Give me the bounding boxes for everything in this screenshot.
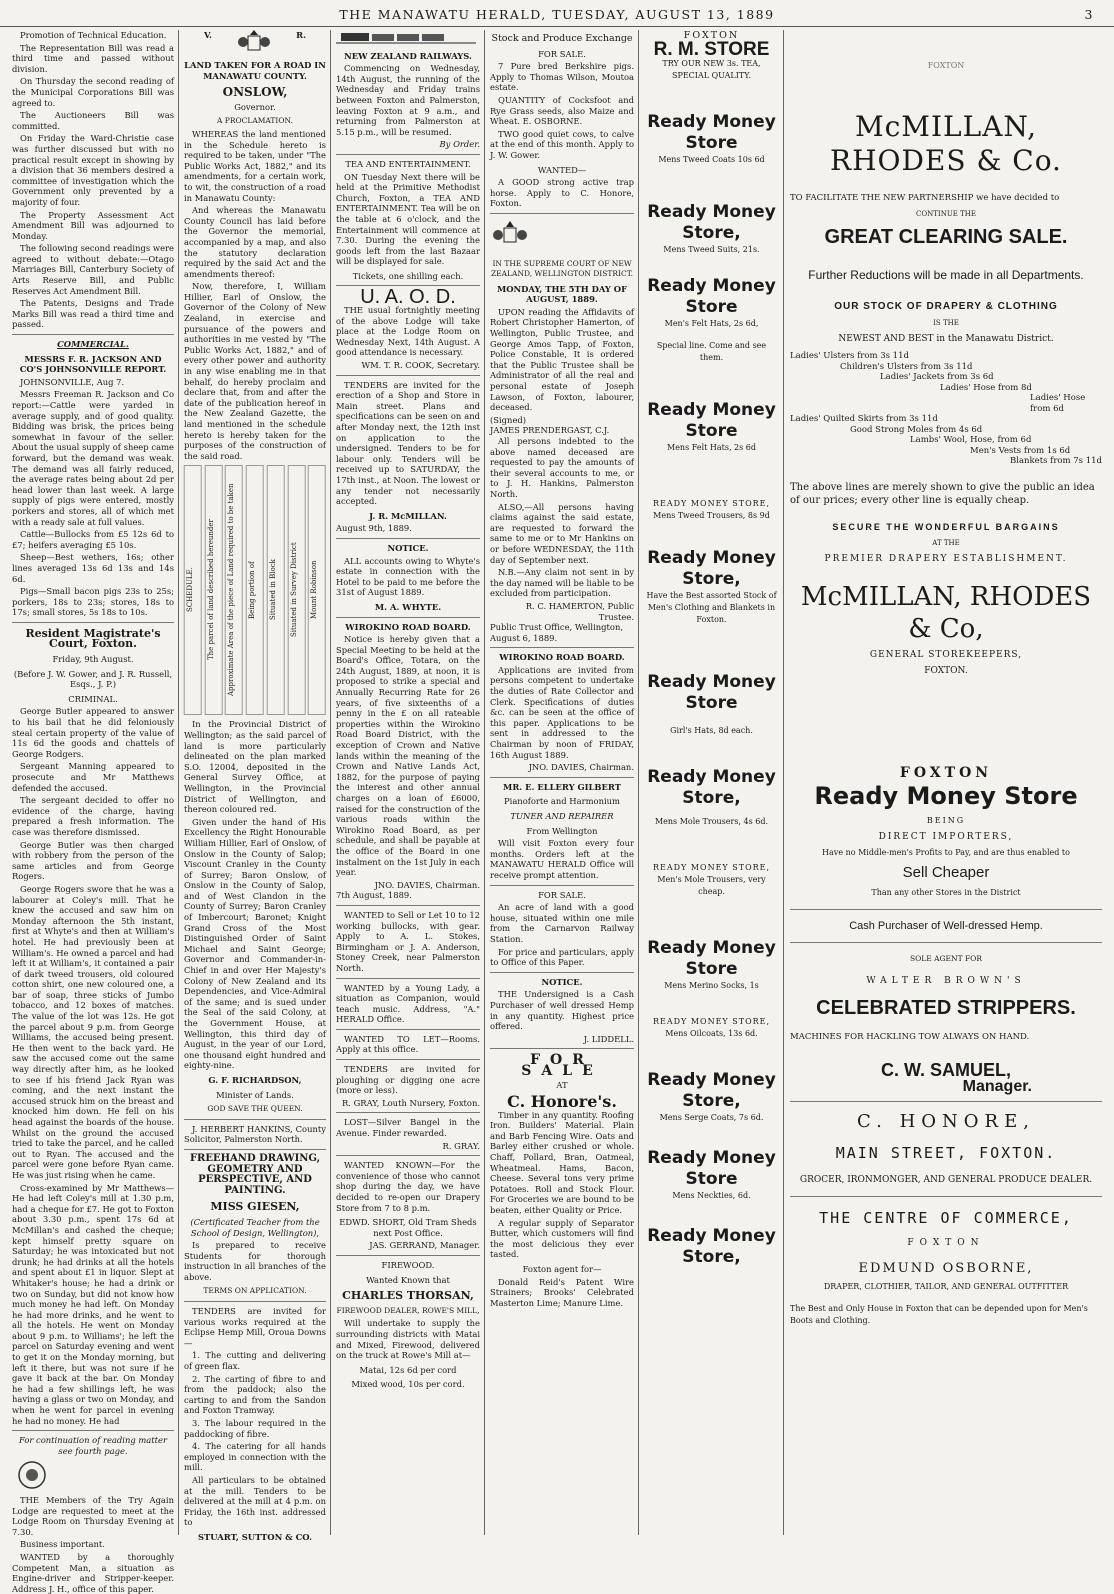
machines: MACHINES FOR HACKLING TOW ALWAYS ON HAND. bbox=[790, 1031, 1030, 1042]
tender-end: All particulars to be obtained at the mill. Tenders to be delivered at the mill at 4 p.m. on Friday, the 16th inst. addressed to bbox=[184, 1474, 326, 1528]
above-lines: The above lines are merely shown to give the public an idea of our prices; every other line is equally cheap. bbox=[790, 481, 1095, 506]
royal-crest-icon bbox=[490, 220, 530, 250]
column-rule bbox=[484, 30, 485, 1535]
osborne-name: EDMUND OSBORNE, bbox=[858, 1260, 1034, 1276]
cows-ad: TWO good quiet cows, to calve at the end of this month. Apply to J. W. Gower. bbox=[490, 128, 634, 160]
store-item: Mens Tweed Trousers, 8s 9d bbox=[653, 511, 770, 520]
shop-sig: J. R. McMILLAN. bbox=[369, 510, 447, 521]
thorsan-text: Will undertake to supply the surrounding districts with Matai and Mixed, Firewood, delivered on the truck at Rowe's Mill at— bbox=[336, 1318, 480, 1361]
store: Store bbox=[685, 421, 738, 441]
store-item: Mens Oilcoats, 13s 6d. bbox=[665, 1029, 758, 1038]
proclamation-para: WHEREAS the land mentioned in the Schedule hereto is required to be taken, under "The Public Works Act, 1882," and its amendments, for a certain work, to wit, the construction of a road in Manawatu County: bbox=[184, 128, 326, 203]
at-the: AT THE bbox=[932, 538, 960, 547]
direct-importers: DIRECT IMPORTERS, bbox=[878, 831, 1014, 842]
column-rule bbox=[178, 30, 179, 1535]
governor: Governor. bbox=[234, 101, 276, 112]
railways-sig: By Order. bbox=[439, 139, 480, 150]
ready-money: Ready Money bbox=[647, 112, 776, 132]
intro-para: The Property Assessment Act Amendment Bill was adjourned to Monday. bbox=[12, 209, 174, 241]
special-line: SPECIAL QUALITY. bbox=[671, 71, 752, 80]
store-item: Men's Felt Hats, 2s 6d, bbox=[664, 319, 759, 328]
schedule-table bbox=[184, 465, 326, 715]
for-sale: FOR SALE. bbox=[538, 48, 586, 59]
wanted-rooms: WANTED TO LET—Rooms. Apply at this office. bbox=[336, 1033, 480, 1055]
store: Store bbox=[685, 693, 738, 713]
store-item: Mens Tweed Suits, 21s. bbox=[663, 245, 760, 254]
schedule-cell: SCHEDULE. bbox=[184, 465, 202, 715]
supreme-court-heading: IN THE SUPREME COURT OF NEW ZEALAND, WELLINGTON DISTRICT. bbox=[490, 258, 634, 279]
ready-money-store-banner: Ready Money Store bbox=[814, 781, 1078, 810]
wanted-companion: WANTED by a Young Lady, a situation as Companion, would teach music. Address, "A." HERALD Office. bbox=[336, 982, 480, 1025]
lodge-business: Business important. bbox=[20, 1539, 105, 1550]
ready-money: Ready Money bbox=[647, 1070, 776, 1090]
great-clearing-sale: GREAT CLEARING SALE. bbox=[824, 226, 1068, 248]
firewood-heading: FIREWOOD. bbox=[381, 1259, 435, 1270]
gilbert-name: MR. E. ELLERY GILBERT bbox=[503, 781, 621, 792]
sell-cheaper: Sell Cheaper bbox=[902, 863, 990, 881]
general-storekeepers: GENERAL STOREKEEPERS, bbox=[869, 649, 1023, 660]
column-3 bbox=[332, 30, 484, 1535]
notice-sig: M. A. WHYTE. bbox=[374, 601, 442, 612]
lost-bangle: LOST—Silver Bangel in the Avenue. Finder rewarded. bbox=[336, 1117, 480, 1139]
tea-heading: TEA AND ENTERTAINMENT. bbox=[345, 158, 471, 169]
supreme-court-text: N.B.—Any claim not sent in by the day named will be liable to be excluded from participation. bbox=[490, 567, 634, 599]
thorsan-name: CHARLES THORSAN, bbox=[342, 1289, 474, 1303]
royal-r: R. bbox=[296, 30, 306, 40]
hemp-sig: J. LIDDELL. bbox=[583, 1033, 634, 1044]
supreme-court-text: All persons indebted to the above named deceased are requested to pay the amounts of their several accounts to me, or to J. H. Hankins, Palmerston North. bbox=[490, 436, 634, 499]
ready-money: Ready Money bbox=[647, 276, 776, 296]
railways-text: Commencing on Wednesday, 14th August, the running of the Wednesday and Friday trains between Foxton and Palmerston, leaving Foxton at 9 a.m., and returning from Palmerston at 5.15 p.m., will be resumed. bbox=[336, 63, 480, 137]
price-line: Ladies' Quilted Skirts from 3s 11d bbox=[790, 414, 938, 424]
proclamation-para: And whereas the Manawatu County Council has laid before the Governor the memorial, accompanied by a map, and also the statutory declaration required by the said Act and the amendments thereof: bbox=[184, 205, 326, 279]
gerrand-sig: JAS. GERRAND, Manager. bbox=[369, 1240, 480, 1251]
court-date: Friday, 9th August. bbox=[52, 654, 134, 665]
ready-money: Ready Money bbox=[647, 548, 776, 568]
grocer: GROCER, IRONMONGER, AND GENERAL PRODUCE DEALER. bbox=[799, 1174, 1093, 1185]
plough-tender: TENDERS are invited for ploughing or digging one acre (more or less). bbox=[336, 1064, 480, 1096]
terms: TERMS ON APPLICATION. bbox=[203, 1286, 307, 1296]
price-line: Blankets from 7s 11d bbox=[1010, 456, 1102, 466]
honore-name: C. Honore's. bbox=[507, 1092, 617, 1112]
seed-ad: QUANTITY of Cocksfoot and Rye Grass seeds, also Maize and Wheat. E. OSBORNE. bbox=[490, 94, 634, 127]
manager: Manager. bbox=[962, 1077, 1032, 1095]
road-board-sig: JNO. DAVIES, Chairman. bbox=[374, 879, 480, 890]
short-sig: EDWD. SHORT, Old Tram Sheds next Post Office. bbox=[339, 1217, 477, 1238]
tender-signatory: STUART, SUTTON & CO. bbox=[197, 1531, 313, 1542]
report-para: Sheep—Best wethers, 16s; other lines averaged 13s 6d 13s and 14s 6d. bbox=[12, 552, 174, 584]
train-icon bbox=[336, 30, 476, 44]
samuel-name: C. W. SAMUEL, bbox=[881, 1059, 1011, 1080]
god-save-queen: GOD SAVE THE QUEEN. bbox=[207, 1104, 303, 1114]
giesen-name: MISS GIESEN, bbox=[210, 1200, 300, 1214]
schedule-cell: Approximate Area of the piece of Land required to be taken bbox=[225, 465, 243, 715]
foxton-top: FOXTON bbox=[927, 61, 965, 70]
wirokino-text: Applications are invited from persons competent to undertake the duties of Rate Collector and Clerk. Specifications of duties &c. can be seen at the office of this paper. Applications to be sent in addressed to the Chairman by noon of FRIDAY, 16th August 1889. bbox=[490, 664, 634, 760]
report-para: Cattle—Bullocks from £5 12s 6d to £7; heifers averaging £5 10s. bbox=[12, 529, 174, 550]
court-bench: (Before J. W. Gower, and J. R. Russell, Esqs., J. P.) bbox=[13, 668, 173, 690]
store-item: Men's Mole Trousers, very cheap. bbox=[657, 875, 766, 896]
schedule-cell: The parcel of land described hereunder bbox=[205, 465, 223, 715]
mcmillan-heading: McMILLAN, RHODES & Co. bbox=[830, 110, 1062, 177]
no-middlemen: Have no Middle-men's Profits to Pay, and are thus enabled to bbox=[822, 847, 1070, 857]
celebrated-strippers: CELEBRATED STRIPPERS. bbox=[816, 996, 1076, 1019]
signatory-title: Minister of Lands. bbox=[216, 1089, 294, 1100]
draper-clothier: DRAPER, CLOTHIER, TAILOR, AND GENERAL OUTFITTER bbox=[823, 1281, 1069, 1291]
masthead bbox=[0, 4, 1114, 27]
ready-money: Ready Money bbox=[647, 938, 776, 958]
tender-item: 2. The carting of fibre to and from the paddock; also the carting to and from the Sandon and Foxton Tramway. bbox=[184, 1373, 326, 1416]
lodge-emblem-icon bbox=[12, 1460, 52, 1490]
foxton-2: FOXTON. bbox=[924, 665, 968, 676]
proclamation-para: In the Provincial District of Wellington; as the said parcel of land is more particularly delineated on the plan marked S.O. 12004, deposited in the General Survey Office, at Wellington, in the Provincial District of Wellington, and thereon coloured red. bbox=[184, 719, 326, 815]
store: Store, bbox=[682, 223, 741, 243]
column-2 bbox=[180, 30, 330, 1542]
foxton-3: FOXTON bbox=[899, 764, 993, 781]
signed: (Signed) bbox=[490, 414, 527, 425]
royal-header bbox=[184, 30, 326, 56]
court-para: George Butler was then charged with robbery from the person of the same articles and from George Rogers. bbox=[12, 839, 174, 882]
road-board-heading: WIROKINO ROAD BOARD. bbox=[345, 621, 471, 632]
acre-apply: For price and particulars, apply to Office of this Paper. bbox=[490, 946, 634, 968]
centre-of-commerce: THE CENTRE OF COMMERCE, bbox=[819, 1208, 1073, 1227]
than-others: Than any other Stores in the District bbox=[871, 887, 1021, 897]
ready-money: Ready Money bbox=[647, 400, 776, 420]
ready-money: Ready Money bbox=[647, 202, 776, 222]
continued-note: For continuation of reading matter see fourth page. bbox=[19, 1435, 167, 1456]
tea-line: TRY OUR NEW 3s. TEA, bbox=[662, 59, 761, 68]
price-line: Lambs' Wool, Hose, from 6d bbox=[910, 435, 1032, 445]
price-list bbox=[790, 351, 1102, 467]
honore-name: C. HONORE, bbox=[857, 1110, 1035, 1132]
intro-para: Promotion of Technical Education. bbox=[20, 30, 167, 40]
plough-sig: R. GRAY, Louth Nursery, Foxton. bbox=[341, 1097, 480, 1108]
supreme-court-text: ALSO,—All persons having claims against the said estate, are requested to forward the same to me or to Mr Hankins on or before WEDNESDAY, the 11th day of September next. bbox=[490, 501, 634, 565]
proclamation-title: LAND TAKEN FOR A ROAD IN MANAWATU COUNTY. bbox=[184, 60, 326, 81]
page-number: 3 bbox=[1084, 7, 1094, 22]
criminal-heading: CRIMINAL. bbox=[68, 693, 118, 704]
shop-tender: TENDERS are invited for the erection of a Shop and Store in Main street. Plans and specifications can be seen on and after Monday next, the 12th inst on application to the undersigned. Tenders to be for labour only. Tenders will be received up to SATURDAY, the 17th inst., at Noon. The lowest or any tender not necessarily accepted. bbox=[336, 379, 480, 507]
report-para: JOHNSONVILLE, Aug 7. bbox=[20, 376, 125, 387]
trust-office: Public Trust Office, Wellington, August 6, 1889. bbox=[490, 622, 624, 643]
onslow: ONSLOW, bbox=[222, 85, 288, 100]
column-rule bbox=[330, 30, 331, 1535]
intro-para: The following second readings were agreed to without debate:—Otago Marriages Bill, Canterbury Society of Arts Reserve Bill, and Public Reserves Act Amendment Bill. bbox=[12, 243, 174, 296]
price-line: Ladies' Hose from 8d bbox=[940, 382, 1032, 393]
store: Store bbox=[685, 959, 738, 979]
lost-sig: R. GRAY. bbox=[442, 1140, 480, 1151]
gilbert-text: Will visit Foxton every four months. Orders left at the MANAWATU HERALD Office will receive prompt attention. bbox=[490, 838, 634, 880]
thorsan-title: FIREWOOD DEALER, ROWE'S MILL, bbox=[336, 1305, 480, 1315]
intro-para: The Auctioneers Bill was committed. bbox=[12, 110, 174, 131]
giesen-text: Is prepared to receive Students for thorough instruction in all branches of the above. bbox=[184, 1240, 326, 1282]
column-1 bbox=[8, 30, 178, 1594]
court-heading: Resident Magistrate's Court, Foxton. bbox=[25, 626, 161, 651]
solicitor: J. HERBERT HANKINS, County Solicitor, Palmerston North. bbox=[184, 1123, 326, 1145]
royal-v: V. bbox=[204, 30, 212, 40]
wanted-known: WANTED KNOWN—For the convenience of those who cannot shop during the day, we have decided to re-open our Drapery Store from 7 to 8 p.m. bbox=[336, 1160, 480, 1213]
report-heading: MESSRS F. R. JACKSON AND CO'S JOHNSONVILLE REPORT. bbox=[19, 353, 167, 375]
proclamation-para: Given under the hand of His Excellency the Right Honourable William Hillier, Earl of Onslow, of Onslow in the County of Salop; Viscount Cranley in the County of Surrey; Baron Onslow, of Onslow in the County of Salop, and of West Clandon in the County of Surrey; Baron Cranley of Imbercourt; Baronet; Knight Grand Cross of the Most Distinguished Order of Saint Michael and Saint George; Governor and Commander-in-Chief in and over Her Majesty's Colony of New Zealand and its Dependencies, and Vice-Admiral of the same; and is sued under the Seal of the said Colony, at the Government House, at Wellington, this third day of August, in the year of our Lord, one thousand eight hundred and eighty-nine. bbox=[184, 816, 326, 1071]
agent-heading: Foxton agent for— bbox=[522, 1263, 602, 1274]
secure-bargains: SECURE THE WONDERFUL BARGAINS bbox=[832, 521, 1060, 532]
exchange-heading: Stock and Produce Exchange bbox=[491, 33, 633, 44]
rms-caps: READY MONEY STORE, bbox=[652, 1017, 771, 1026]
walter-brown: WALTER BROWN'S bbox=[866, 975, 1026, 986]
court-para: Sergeant Manning appeared to prosecute and Mr Matthews defended the accused. bbox=[12, 761, 174, 793]
ready-money: Ready Money bbox=[647, 672, 776, 692]
store-item: Girl's Hats, 8d each. bbox=[670, 726, 753, 735]
uaod-text: THE usual fortnightly meeting of the above Lodge will take place at the Lodge Room on Wednesday Next, 14th August. A good attendance is necessary. bbox=[336, 305, 480, 358]
price-line: Ladies' Jackets from 3s 6d bbox=[880, 372, 994, 382]
hemp-text: THE Undersigned is a Cash Purchaser of well dressed Hemp in any quantity. Highest price offered. bbox=[490, 989, 634, 1032]
intro-para: On Friday the Ward-Christie case was further discussed but with no practical result except in showing by a division that 36 members desired a committee of investigation which the Government only prevented by a majority of four. bbox=[12, 133, 174, 207]
store-item: Mens Tweed Coats 10s 6d bbox=[658, 155, 765, 164]
wirokino-heading: WIROKINO ROAD BOARD. bbox=[499, 652, 625, 663]
hemp-notice: NOTICE. bbox=[541, 976, 583, 987]
gilbert-line: TUNER AND REPAIRER bbox=[510, 811, 614, 821]
railways-heading: NEW ZEALAND RAILWAYS. bbox=[344, 50, 472, 61]
stock-heading: OUR STOCK OF DRAPERY & CLOTHING bbox=[834, 301, 1058, 312]
store: Store, bbox=[682, 788, 741, 808]
supreme-court-date: MONDAY, THE 5TH DAY OF AUGUST, 1889. bbox=[496, 283, 628, 305]
giesen-cert: (Certificated Teacher from the School of Design, Wellington), bbox=[190, 1216, 320, 1238]
being: BEING bbox=[926, 815, 966, 825]
trustee-sig: R. C. HAMERTON, Public Trustee. bbox=[525, 600, 634, 622]
store-item: Mens Neckties, 6d. bbox=[672, 1191, 751, 1200]
road-board-text: Notice is hereby given that a Special Meeting to be held at the Board's Office, Totara, on the 24th August, 1889, at noon, it is proposed to strike a special and Annually Recurring Rate for 26 years, of five sixteenths of a penny in the £ on all rateable properties within the Wirokino Road Board District, with the exception of Crown and Native lands within the meaning of the Crown and Native Lands Act, 1882, for the purpose of paying the interest and other annual charges on a loan of £6000, raised for the construction of the various roads within the Wirokino Road Board, as per schedule, and shall be payable at the office of the Board in one instalment on the 1st July in each year. bbox=[336, 634, 480, 878]
court-para: The sergeant decided to offer no evidence of the charge, having prepared a fresh information. The case was therefore dismissed. bbox=[12, 795, 174, 837]
ready-money: Ready Money bbox=[647, 1148, 776, 1168]
intro-para: The Representation Bill was read a third time and passed without division. bbox=[12, 42, 174, 74]
shop-date: August 9th, 1889. bbox=[336, 523, 412, 534]
ready-money: Ready Money bbox=[647, 1226, 776, 1246]
store: Store bbox=[685, 297, 738, 317]
court-para: George Butler appeared to answer to his bail that he did feloniously steal certain property of the value of 11s 6d the goods and chattels of George Rodgers. bbox=[12, 706, 174, 759]
mcmillan-heading-2: McMILLAN, RHODES & Co, bbox=[800, 581, 1092, 644]
column-4 bbox=[486, 30, 638, 1535]
uaod-heading: U. A. O. D. bbox=[360, 286, 456, 309]
foxton-heading: FOXTON bbox=[683, 30, 740, 41]
proclamation: A PROCLAMATION. bbox=[216, 116, 294, 126]
proclamation-para: Now, therefore, I, William Hillier, Earl of Onslow, the Governor of the Colony of New Zealand, in exercise and pursuance of the powers and authorities in me vested by "The Public Works Act, 1882," and of every other power and authority in any wise enabling me in that behalf, do hereby proclaim and declare that, from and after the date of the publication hereof in the New Zealand Gazette, the land mentioned in the schedule hereto is hereby taken for the purposes of the construction of the said road. bbox=[184, 281, 326, 461]
sole-agent: SOLE AGENT FOR bbox=[910, 953, 982, 963]
schedule-cell: Situated in Block bbox=[267, 465, 285, 715]
schedule-cell: Being portion of bbox=[246, 465, 264, 715]
column-rule bbox=[638, 30, 639, 1535]
store: Store, bbox=[682, 569, 741, 589]
agent-text: Donald Reid's Patent Wire Strainers; Brooks' Celebrated Masterton Lime; Manure Lime. bbox=[490, 1276, 634, 1308]
newest-best: NEWEST AND BEST in the Manawatu District. bbox=[838, 334, 1054, 344]
wanted-bullocks: WANTED to Sell or Let 10 to 12 working bullocks, with gear. Apply to A. L. Stokes, Birmingham or J. A. Anderson, Stoney Creek, near Palmerston North. bbox=[336, 909, 480, 973]
road-board-date: 7th August, 1889. bbox=[336, 890, 412, 901]
judge: JAMES PRENDERGAST, C.J. bbox=[490, 425, 610, 436]
intro-para: On Thursday the second reading of the Municipal Corporations Bill was agreed to. bbox=[12, 76, 174, 108]
rm-store: R. M. STORE bbox=[653, 39, 770, 60]
price-line: Men's Vests from 1s 6d bbox=[970, 445, 1071, 456]
store-item: Have the Best assorted Stock of Men's Clothing and Blankets in Foxton. bbox=[646, 591, 777, 624]
honore-at: AT bbox=[556, 1080, 568, 1091]
pigs-ad: 7 Pure bred Berkshire pigs. Apply to Thomas Wilson, Moutoa estate. bbox=[490, 61, 634, 93]
notice-heading: NOTICE. bbox=[387, 542, 429, 553]
lodge-notice: THE Members of the Try Again Lodge are requested to meet at the Lodge Room on Thursday Evening at 7.30. bbox=[12, 1495, 174, 1537]
price-line: Children's Ulsters from 3s 11d bbox=[840, 361, 973, 372]
facilitate: TO FACILITATE THE NEW PARTNERSHIP we have decided to bbox=[790, 193, 1060, 203]
store-item: Mens Felt Hats, 2s 6d bbox=[667, 443, 756, 452]
store: Store bbox=[685, 133, 738, 153]
continue-the: CONTINUE THE bbox=[916, 210, 976, 218]
premier-drapery: PREMIER DRAPERY ESTABLISHMENT. bbox=[824, 553, 1068, 564]
store-item: Mens Merino Socks, 1s bbox=[664, 981, 759, 990]
for-sale-2: FOR SALE. bbox=[538, 889, 586, 900]
commercial-heading: COMMERCIAL. bbox=[57, 339, 129, 350]
rms-caps: READY MONEY STORE, bbox=[652, 863, 771, 872]
tea-tickets: Tickets, one shilling each. bbox=[352, 270, 464, 281]
best-house: The Best and Only House in Foxton that can be depended upon for Men's Boots and Clothing. bbox=[790, 1303, 1088, 1325]
uaod-sig: WM. T. R. COOK, Secretary. bbox=[361, 360, 480, 371]
store-item: Mens Serge Coats, 7s 6d. bbox=[659, 1113, 764, 1122]
rms-caps: READY MONEY STORE, bbox=[652, 499, 771, 508]
court-para: Cross-examined by Mr Matthews—He had left Coley's mill at 1.30 p.m, had a cheque for £7. He got to Foxton about 3.30 p.m., spent 17s 6d at McMillan's and cashed the cheque; kept himself pretty square on Saturday; he was intoxicated but not drunk; he had drinks at all the hotels and spent about £1 in liquor. Slept at Whitaker's house; he had a drink or two on Sunday, but did not know how much money he had left. On Monday he had more drinks, and he went to all the hotels. He went on Monday about 9 p.m. to Williams'; he left the parcel on Saturday evening and went to get it on the Monday morning, but left it there, but was not sure if he gave it back at the bar. On Monday he had a few shillings left, he was having a glass or two on Monday, and when he went for parcel in evening he had no money. He had bbox=[12, 1182, 174, 1426]
drawing-heading: FREEHAND DRAWING, GEOMETRY AND PERSPECTIVE, AND PAINTING. bbox=[189, 1152, 321, 1196]
wanted-engine-driver: WANTED by a thoroughly Competent Man, a situation as Engine-driver and Stripper-keeper. Address J. H., office of this paper. bbox=[12, 1551, 174, 1594]
store-item: Special line. Come and see them. bbox=[656, 341, 767, 362]
store: Store bbox=[685, 1169, 738, 1189]
wanted-known-2: Wanted Known that bbox=[366, 1274, 450, 1285]
honore-for-sale: FOR SALE bbox=[521, 1052, 603, 1079]
further-reductions: Further Reductions will be made in all Departments. bbox=[808, 268, 1084, 282]
column-rule bbox=[783, 30, 784, 1535]
masthead-title: THE MANAWATU HERALD, TUESDAY, AUGUST 13, 1889 bbox=[339, 7, 775, 22]
cash-purchaser: Cash Purchaser of Well-dressed Hemp. bbox=[849, 919, 1043, 932]
intro-para: The Patents, Designs and Trade Marks Bill was read a third time and passed. bbox=[12, 298, 174, 330]
schedule-cell: Mount Robinson bbox=[308, 465, 326, 715]
store-item: Mens Mole Trousers, 4s 6d. bbox=[654, 817, 769, 826]
tender-item: 3. The labour required in the paddocking of fibre. bbox=[184, 1418, 326, 1439]
flax-tenders: TENDERS are invited for various works required at the Eclipse Hemp Mill, Oroua Downs— bbox=[184, 1306, 326, 1348]
horse-ad: A GOOD strong active trap horse. Apply to C. Honore, Foxton. bbox=[490, 177, 634, 209]
column-5 bbox=[640, 30, 783, 1535]
ready-money: Ready Money bbox=[647, 767, 776, 787]
notice-text: ALL accounts owing to Whyte's estate in connection with the Hotel to be paid to me before the 31st of August 1889. bbox=[336, 555, 480, 598]
tea-text: ON Tuesday Next there will be held at the Primitive Methodist Church, Foxton, a TEA AND ENTERTAINMENT. Tea will be on the table at 6 o'clock, and the Entertainment will commence at 7.30. During the evening the goods left from the last Bazaar will be displayed for sale. bbox=[336, 171, 480, 267]
price-line: Good Strong Moles from 4s 6d bbox=[850, 424, 983, 435]
is-the: IS THE bbox=[933, 319, 959, 327]
schedule-cell: Situated in Survey District bbox=[288, 465, 306, 715]
matai-price: Matai, 12s 6d per cord bbox=[359, 1364, 457, 1375]
wirokino-sig: JNO. DAVIES, Chairman. bbox=[528, 762, 634, 773]
column-6 bbox=[786, 30, 1106, 1535]
store: Store, bbox=[682, 1247, 741, 1267]
supreme-court-text: UPON reading the Affidavits of Robert Christopher Hamerton, of Wellington, Public Trustee, and George Amos Tapp, of Foxton, Police Constable, It is ordered that the Public Trustee shall be Administrator of all the real and personal estate of Joseph Lawson, of Foxton, labourer, deceased. bbox=[490, 306, 634, 413]
price-line: Ladies' Hose from 6d bbox=[1030, 393, 1086, 414]
tender-item: 4. The catering for all hands employed in connection with the mill. bbox=[184, 1441, 326, 1473]
court-para: George Rogers swore that he was a labourer at Coley's mill. That he knew the accused and saw him on Monday afternoon the 5th instant, first at Whyte's and then at William's hotel. He had previously been at William's. He owned a parcel and had left it at William's, it contained a pair of dark tweed trousers, old coloured cotton shirt, one new coloured one, a bar of soap, three sticks of Jumbo tobacco, and 12 boxes of matches. The value of the lot was 12s. He got the parcel about 9 p.m. from George Williams, the accused being present. He then went to the back yard. He saw the accused come out the same way directly after him, as he looked to see if his friend Jack Ryan was coming, and the next instant the accused struck him on the breast and knocked him down. He fell on his head against the boards of the house. Whilst on the ground the accused tried to take the parcel, and he called out to Ryan. The accused and the parcel were gone before Ryan came. He was just rising when he came. bbox=[12, 883, 174, 1180]
gilbert-line: From Wellington bbox=[526, 825, 598, 836]
honore-items: Timber in any quantity. Roofing Iron. Builders' Material. Plain and Barb Fencing Wire. Oats and Barley either crushed or whole. Chaff, Pollard, Bran, Oatmeal, Wheatmeal. Hams, Bacon, Cheese. Several tons very prime Potatoes. Roll and Stock Flour. For Groceries we are bound to be beaten, either Quality or Price. bbox=[490, 1109, 634, 1215]
store: Store, bbox=[682, 1091, 741, 1111]
gilbert-line: Pianoforte and Harmonium bbox=[504, 796, 620, 807]
wanted-heading: WANTED— bbox=[537, 164, 587, 175]
foxton-4: FOXTON bbox=[907, 1237, 985, 1248]
signatory: G. F. RICHARDSON, bbox=[208, 1074, 302, 1085]
tender-item: 1. The cutting and delivering of green flax. bbox=[184, 1350, 326, 1372]
main-street: MAIN STREET, FOXTON. bbox=[835, 1143, 1057, 1162]
price-line: Ladies' Ulsters from 3s 11d bbox=[790, 351, 909, 361]
acre-ad: An acre of land with a good house, situated within one mile from the Carnarvon Railway Station. bbox=[490, 902, 634, 944]
royal-crest-icon bbox=[236, 30, 272, 56]
report-para: Messrs Freeman R. Jackson and Co report:—Cattle were yarded in average supply, and of good quality. Bidding was brisk, the prices being somewhat in favour of the seller. About the usual supply of sheep came forward, but the demand was weak. The demand was all fairly reduced, the average rates being about 2d per head lower than last week. A large supply of pigs were entered, mostly porkers and stores, all of which met with a ready sale at full values. bbox=[12, 389, 174, 527]
report-para: Pigs—Small bacon pigs 23s to 25s; porkers, 18s to 23s; stores, 18s to 17s; small stores, 5s 18s to 10s. bbox=[12, 586, 174, 618]
butter-text: A regular supply of Separator Butter, which customers will find the most delicious they ever tasted. bbox=[490, 1217, 634, 1260]
mixed-price: Mixed wood, 10s per cord. bbox=[351, 1379, 465, 1390]
